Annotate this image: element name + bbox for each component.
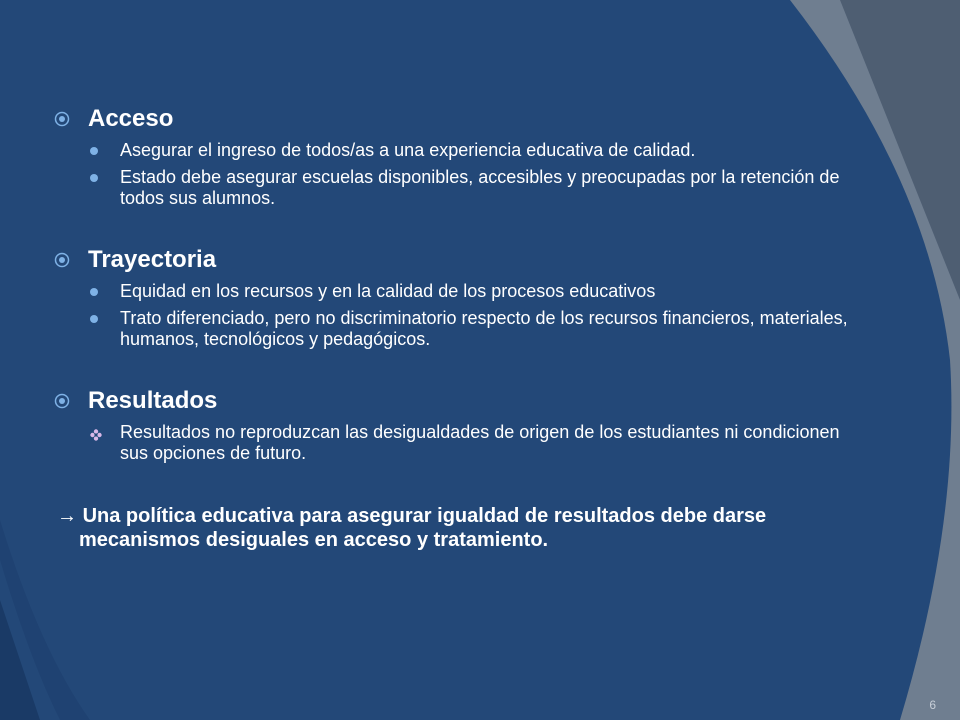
target-circle-icon: [50, 393, 88, 409]
section-heading: Resultados: [88, 387, 218, 414]
list-item: [90, 422, 890, 464]
arrow-right-icon: →: [57, 505, 77, 527]
section-trayectoria: [50, 245, 890, 350]
section-heading-row: [50, 386, 890, 416]
page-number: 6: [929, 698, 936, 712]
dot-icon: [90, 308, 120, 323]
dot-icon: [90, 140, 120, 155]
list-item: [90, 281, 890, 302]
list-item: [90, 140, 890, 161]
section-acceso: [50, 104, 890, 209]
target-circle-icon: [50, 111, 88, 127]
section-heading-row: [50, 245, 890, 275]
dot-icon: [90, 167, 120, 182]
list-item-text: Trato diferenciado, pero no discriminatorio respecto de los recursos financieros, materiales, humanos, tecnológicos y pedagógicos.: [120, 308, 848, 349]
list-item-text: Resultados no reproduzcan las desigualdades de origen de los estudiantes ni condicionen sus opciones de futuro.: [120, 422, 840, 463]
list-item-text: Asegurar el ingreso de todos/as a una experiencia educativa de calidad.: [120, 140, 696, 160]
section-heading: Trayectoria: [88, 246, 217, 273]
list-item-text: Equidad en los recursos y en la calidad de los procesos educativos: [120, 281, 656, 301]
conclusion-text: [57, 504, 887, 552]
dot-icon: [90, 281, 120, 296]
target-circle-icon: [50, 252, 88, 268]
conclusion-body: Una política educativa para asegurar igualdad de resultados debe darse mecanismos desiguales en acceso y tratamiento.: [79, 505, 767, 551]
section-resultados: [50, 386, 890, 464]
list-item: [90, 308, 890, 350]
list-item: [90, 167, 890, 209]
section-heading: Acceso: [88, 105, 174, 132]
flower-icon: [90, 422, 120, 441]
list-item-text: Estado debe asegurar escuelas disponibles, accesibles y preocupadas por la retención de todos sus alumnos.: [120, 167, 840, 208]
section-heading-row: [50, 104, 890, 134]
